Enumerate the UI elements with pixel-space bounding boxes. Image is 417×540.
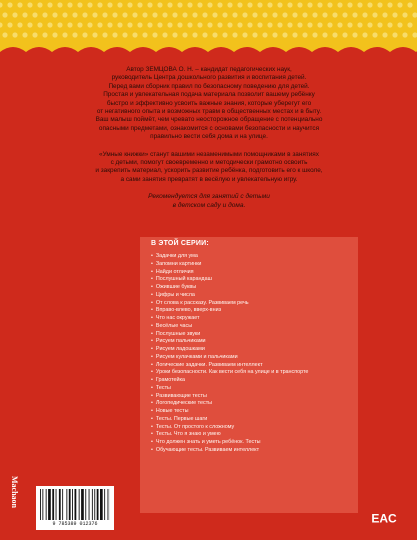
recommendation-line-2: в детском саду и дома. <box>172 201 246 209</box>
series-item: • Ожившие буквы <box>151 284 308 292</box>
author-line-3: Перед вами сборник правил по безопасному поведению для детей. <box>108 82 310 90</box>
series-item: • Что должен знать и уметь ребёнок. Тесты <box>151 439 308 447</box>
books-line-3: и закрепить материал, ускорить развитие ребёнка, подготовить его к школе, <box>95 167 323 175</box>
series-item: • Найди отличия <box>151 269 308 277</box>
series-item: • Развивающие тесты <box>151 393 308 401</box>
series-item: • Запомни картинки <box>151 261 308 269</box>
series-item: • Логические задачки. Развиваем интеллект <box>151 362 308 370</box>
series-item: • Уроки безопасности. Как вести себя на улице и в транспорте <box>151 369 308 377</box>
eac-mark-icon <box>371 510 397 526</box>
author-line-7: Ваш малыш поймёт, чем чревато неосторожное обращение с потенциально <box>95 116 323 124</box>
books-line-4: а сами занятия превратят в весёлую и увлекательную игру. <box>120 175 298 183</box>
author-line-4: Простая и увлекательная подача материала позволит вашему ребёнку <box>103 91 315 99</box>
series-item: • Тесты. От простого к сложному <box>151 424 308 432</box>
series-item: • Тесты <box>151 385 308 393</box>
barcode-bars <box>40 489 110 520</box>
series-item: • Логопедические тесты <box>151 400 308 408</box>
publisher-logo-text: Machaon <box>10 476 19 508</box>
series-item: • Тесты. Первые шаги <box>151 416 308 424</box>
author-line-8: опасными предметами, ознакомится с основами безопасности и научится <box>98 124 320 132</box>
barcode-number: 9 785389 012376 <box>52 521 98 527</box>
series-item: • Задачки для ума <box>151 253 308 261</box>
series-item: • От слова к рассказу. Развиваем речь <box>151 300 308 308</box>
author-line-5: быстро и эффективно усвоить важные знания, которые уберегут его <box>106 99 312 107</box>
series-item: • Цифры и числа <box>151 292 308 300</box>
series-item: • Новые тесты <box>151 408 308 416</box>
recommendation-line-1: Рекомендуется для занятий с детьми <box>148 193 270 201</box>
author-line-2: руководитель Центра дошкольного развития и воспитания детей. <box>111 74 307 82</box>
description-block <box>30 66 388 210</box>
series-item: • Обучающие тесты. Развиваем интеллект <box>151 447 308 455</box>
books-line-1: «Умные книжки» станут вашими незаменимыми помощниками в занятиях <box>99 150 319 158</box>
author-line-1: Автор ЗЕМЦОВА О. Н. – кандидат педагогических наук, <box>126 66 292 73</box>
author-line-6: от негативного опыта и возможных травм в общественных местах и в быту. <box>96 108 322 116</box>
series-item: • Рисуем ладошками <box>151 346 308 354</box>
series-item: • Тесты. Что я знаю и умею <box>151 431 308 439</box>
series-item: • Вправо-влево, вверх-вниз <box>151 307 308 315</box>
series-item: • Что нас окружает <box>151 315 308 323</box>
series-item: • Послушные звуки <box>151 331 308 339</box>
series-item: • Рисуем кулачками и пальчиками <box>151 354 308 362</box>
polka-dot-pattern <box>0 0 417 46</box>
eac-mark-text: EAC <box>371 511 397 526</box>
series-item: • Грамотейка <box>151 377 308 385</box>
series-list <box>151 253 308 455</box>
series-title: В ЭТОЙ СЕРИИ: <box>151 240 209 247</box>
publisher-logo <box>10 476 28 536</box>
series-item: • Весёлые часы <box>151 323 308 331</box>
author-line-9: правильно вести себя дома и на улице. <box>150 133 268 141</box>
series-item: • Послушный карандаш <box>151 276 308 284</box>
books-line-2: с детьми, помогут своевременно и методически грамотно освоить <box>110 159 308 167</box>
series-item: • Рисуем пальчиками <box>151 338 308 346</box>
scalloped-edge <box>0 44 417 66</box>
isbn-barcode <box>36 486 114 530</box>
